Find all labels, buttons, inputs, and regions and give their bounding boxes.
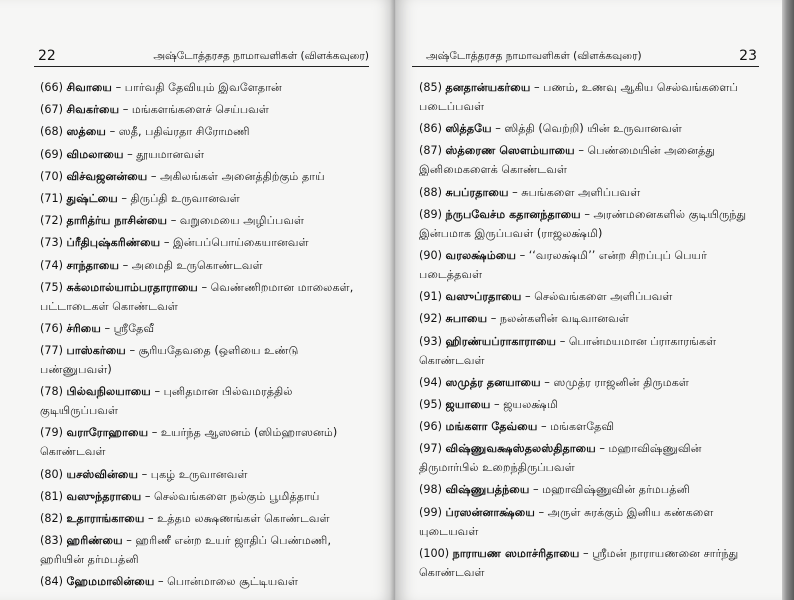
right-page: [396, 0, 782, 600]
entry-number: (90): [419, 248, 442, 262]
entry-item: [40, 572, 370, 591]
entry-meaning: – உத்தம லக்ஷணங்கள் கொண்டவள்: [144, 512, 330, 525]
entry-number: (88): [419, 185, 442, 199]
entry-meaning: – பார்வதி தேவியும் இவளேதான்: [112, 81, 282, 94]
entry-item: [419, 332, 755, 370]
entry-name: ப்ரீதிபுஷ்கரிண்யை: [66, 236, 161, 250]
entry-number: (86): [419, 122, 442, 136]
entry-item: [419, 205, 755, 243]
entry-number: (69): [40, 147, 63, 161]
entry-number: (94): [419, 375, 442, 389]
entry-item: [40, 382, 370, 420]
entry-item: [419, 141, 755, 179]
entry-meaning: – புனிதமான பில்வமரத்தில் குடியிருப்பவள்: [40, 385, 293, 418]
entry-number: (71): [40, 191, 63, 205]
entry-name: ஹிரண்யப்ராகாராயை: [445, 334, 557, 348]
entry-meaning: – செல்வங்களை நல்கும் பூமித்தாய்: [141, 489, 320, 503]
entry-meaning: – மங்களதேவி: [537, 420, 615, 434]
entry-name: சாந்தாயை: [66, 258, 120, 272]
entry-name: சுபப்ரதாயை: [445, 185, 509, 199]
entry-number: (75): [40, 280, 63, 294]
entry-number: (74): [40, 258, 63, 272]
entry-name: ஸமுத்ர தனயாயை: [445, 375, 541, 389]
entry-name: மங்களா தேவ்யை: [445, 420, 538, 434]
entry-name: ஸித்தயே: [445, 122, 492, 136]
page-edge: [782, 0, 794, 600]
entry-name: விமலாயை: [66, 147, 124, 161]
entry-number: (93): [419, 334, 442, 348]
running-title: அஷ்டோத்தரசத நாமாவளிகள் (விளக்கவுரை): [426, 50, 642, 62]
entry-item: [419, 395, 755, 414]
entry-number: (84): [40, 575, 63, 589]
entry-number: (100): [419, 546, 450, 560]
entry-meaning: – பெண்மையின் அனைத்து இனிமைகளைக் கொண்டவள்: [419, 144, 716, 177]
entry-name: உதாராங்காயை: [66, 512, 145, 525]
entry-meaning: – உயர்ந்த ஆஸனம் (ஸிம்ஹாஸனம்) கொண்டவள்: [40, 426, 338, 459]
entry-meaning: – மங்களங்களைச் செய்பவள்: [119, 103, 269, 117]
entry-meaning: – ஜயலக்ஷ்மி: [490, 397, 558, 411]
entry-number: (77): [40, 344, 63, 358]
entry-meaning: – சுபங்களை அளிப்பவள்: [508, 185, 641, 199]
entry-number: (98): [419, 483, 442, 497]
entry-name: சிவகர்யை: [66, 103, 120, 117]
entry-item: [419, 309, 755, 328]
entry-meaning: – இன்பப்பொய்கையானவள்: [160, 236, 309, 250]
entry-item: [40, 211, 370, 230]
entry-number: (99): [419, 505, 442, 519]
entry-number: (79): [40, 426, 63, 440]
entry-item: [40, 278, 370, 316]
entry-item: [419, 246, 755, 284]
entry-name: விச்வஜனன்யை: [66, 169, 148, 183]
entry-meaning: – ஸ்ரீதேவீ: [100, 321, 155, 335]
entry-item: [40, 319, 370, 338]
entry-name: ப்ரஸன்னாக்ஷ்யை: [445, 505, 535, 519]
entry-name: வஸுந்தராயை: [66, 489, 142, 503]
entry-name: பாஸ்கர்யை: [66, 344, 126, 358]
entry-item: [419, 373, 755, 392]
entry-list: [419, 78, 755, 585]
entry-meaning: – பொன்மாலை சூட்டியவள்: [154, 575, 299, 589]
entry-name: விஷ்ணுபத்ந்யை: [445, 483, 530, 497]
entry-meaning: – அமைதி உருகொண்டவள்: [119, 258, 263, 272]
entry-item: [419, 544, 755, 582]
entry-number: (76): [40, 321, 63, 335]
entry-item: [40, 341, 370, 379]
entry-item: [419, 503, 755, 541]
entry-list: [40, 78, 370, 595]
entry-number: (87): [419, 144, 442, 158]
entry-number: (89): [419, 207, 442, 221]
entry-name: தனதான்யகர்யை: [445, 81, 531, 94]
entry-name: துஷ்ட்யை: [66, 191, 118, 205]
entry-meaning: – வெண்ணிறமான மாலைகள், பட்டாடைகள் கொண்டவள்: [40, 280, 354, 313]
entry-item: [40, 423, 370, 461]
entry-meaning: – ஸ்ரீமன் நாராயணனை சார்ந்து கொண்டவள்: [419, 546, 739, 579]
entry-number: (67): [40, 103, 63, 117]
left-page: [0, 0, 395, 600]
entry-name: சுபாயை: [445, 312, 488, 326]
entry-name: ந்ருபவேச்ம கதானந்தாயை: [445, 207, 581, 221]
entry-meaning: – பணம், உணவு ஆகிய செல்வங்களைப் படைப்பவள்: [419, 81, 738, 113]
entry-item: [419, 183, 755, 202]
entry-name: சுக்லமால்யாம்பரதாராயை: [66, 280, 198, 294]
left-page-header: [34, 46, 369, 67]
entry-item: [40, 78, 370, 97]
entry-number: (78): [40, 385, 63, 399]
entry-item: [40, 487, 370, 506]
entry-meaning: – ஸித்தி (வெற்றி) யின் உருவானவள்: [491, 122, 682, 136]
entry-meaning: – ‘‘வரலக்ஷ்மி’’ என்ற சிறப்புப் பெயர் படைத்தவள்: [419, 248, 707, 281]
entry-name: நாராயண ஸமாச்ரிதாயை: [452, 546, 580, 560]
entry-name: ஹரிண்யை: [66, 534, 123, 548]
page-number: 22: [38, 48, 56, 64]
entry-meaning: – அருள் சுரக்கும் இனிய கண்களை யுடையவள்: [419, 505, 714, 538]
entry-name: ஸத்யை: [66, 125, 107, 139]
entry-name: விஷ்ணுவக்ஷஸ்தலஸ்திதாயை: [445, 442, 596, 456]
entry-name: தாரித்ர்ய நாசின்யை: [66, 214, 168, 228]
entry-item: [40, 233, 370, 252]
entry-meaning: – ஹரிணீ என்ற உயர் ஜாதிப் பெண்மணி, ஹரியின் தர்மபத்னி: [40, 534, 332, 567]
entry-item: [419, 480, 755, 499]
entry-item: [419, 78, 755, 116]
entry-name: யசஸ்வின்யை: [66, 467, 139, 481]
entry-number: (91): [419, 290, 442, 304]
entry-number: (73): [40, 236, 63, 250]
entry-number: (95): [419, 397, 442, 411]
entry-item: [40, 531, 370, 569]
entry-number: (96): [419, 420, 442, 434]
page-number: 23: [739, 48, 757, 64]
entry-item: [419, 417, 755, 436]
entry-item: [40, 256, 370, 275]
entry-name: வரலக்ஷ்ம்யை: [445, 248, 517, 262]
entry-meaning: – தூயமானவள்: [123, 147, 205, 161]
entry-item: [40, 167, 370, 186]
entry-number: (66): [40, 81, 63, 94]
entry-meaning: – மஹாவிஷ்ணுவின் திருமார்பில் உறைந்திருப்பவள்: [419, 442, 702, 475]
entry-number: (97): [419, 442, 442, 456]
entry-number: (70): [40, 169, 63, 183]
entry-number: (80): [40, 467, 63, 481]
entry-name: ஹேமமாலின்யை: [66, 575, 155, 589]
entry-number: (82): [40, 512, 63, 525]
right-page-header: [412, 46, 759, 67]
entry-item: [40, 189, 370, 208]
entry-number: (92): [419, 312, 442, 326]
entry-item: [419, 119, 755, 138]
entry-meaning: – பொன்மயமான ப்ராகாரங்கள் கொண்டவள்: [419, 334, 717, 367]
entry-meaning: – ஸமுத்ர ராஜனின் திருமகள்: [540, 375, 689, 389]
entry-name: ஜயாயை: [445, 397, 491, 411]
entry-name: வஸுப்ரதாயை: [445, 290, 522, 304]
entry-meaning: – மஹாவிஷ்ணுவின் தர்மபத்னி: [529, 483, 690, 497]
entry-number: (72): [40, 214, 63, 228]
entry-number: (81): [40, 489, 63, 503]
entry-meaning: – திருப்தி உருவானவள்: [117, 191, 240, 205]
entry-item: [419, 439, 755, 477]
entry-number: (68): [40, 125, 63, 139]
entry-meaning: – வறுமையை அழிப்பவள்: [167, 214, 305, 228]
entry-name: சிவாயை: [66, 81, 113, 94]
entry-meaning: – அரண்மனைகளில் குடியிருந்து இன்பமாக இருப்பவள் (ராஜலக்ஷ்மி): [419, 207, 747, 240]
entry-name: பில்வநிலயாயை: [66, 385, 151, 399]
entry-item: [40, 100, 370, 119]
entry-meaning: – செல்வங்களை அளிப்பவள்: [521, 290, 673, 304]
running-title: அஷ்டோத்தரசத நாமாவளிகள் (விளக்கவுரை): [153, 50, 369, 62]
entry-meaning: – நலன்களின் வடிவானவள்: [487, 312, 629, 326]
entry-item: [40, 509, 370, 528]
entry-item: [40, 122, 370, 141]
entry-meaning: – சூரியதேவதை (ஒளியை உண்டு பண்ணுபவள்): [40, 344, 299, 377]
entry-name: ச்ரியை: [66, 321, 101, 335]
entry-item: [40, 145, 370, 164]
entry-item: [419, 287, 755, 306]
entry-meaning: – அகிலங்கள் அனைத்திற்கும் தாய்: [147, 169, 325, 183]
entry-name: ஸ்த்ரைண ஸௌம்யாயை: [445, 144, 575, 158]
entry-item: [40, 465, 370, 484]
entry-number: (85): [419, 81, 442, 94]
entry-meaning: – ஸதீ, பதிவ்ரதா சிரோமணி: [106, 125, 250, 139]
entry-meaning: – புகழ் உருவானவள்: [138, 467, 248, 481]
entry-name: வராரோஹாயை: [66, 426, 149, 440]
entry-number: (83): [40, 534, 63, 548]
